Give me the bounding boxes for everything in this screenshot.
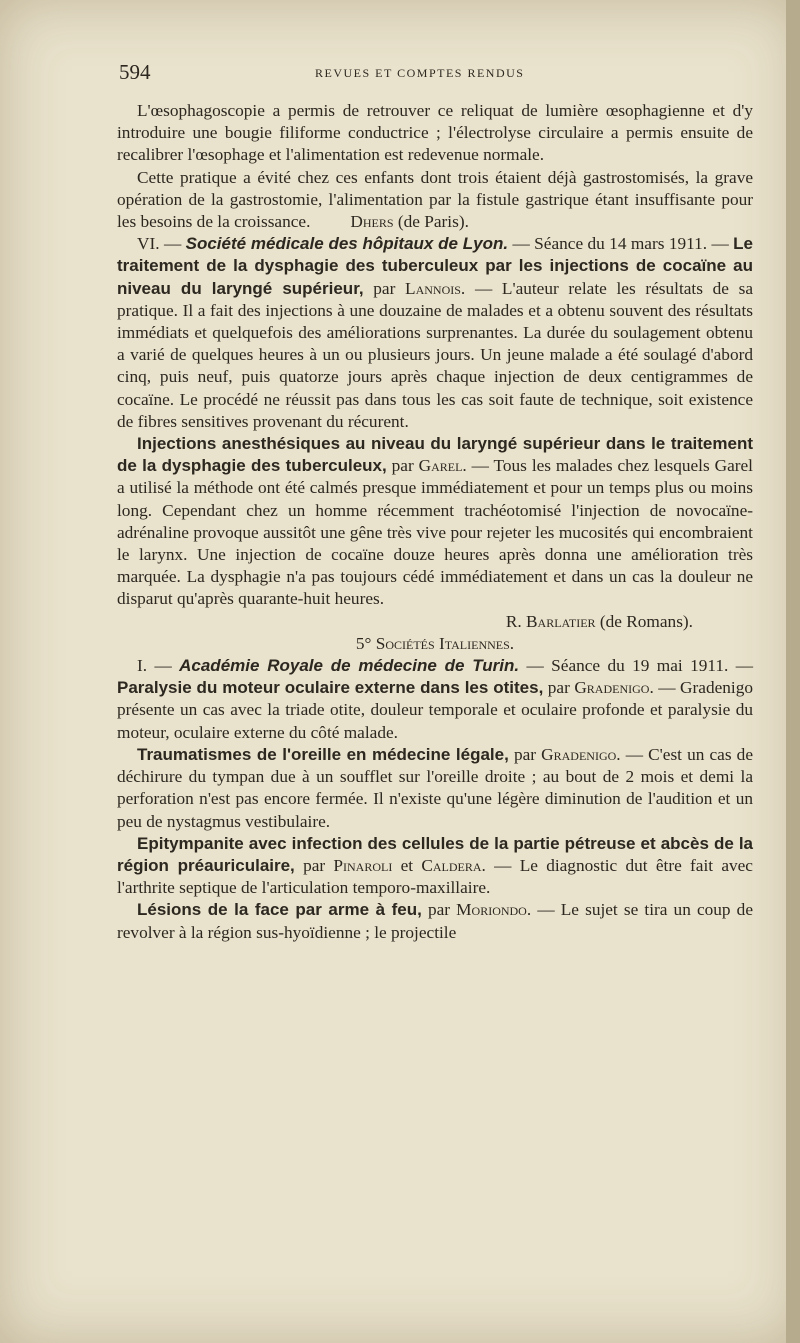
article-body: — Gradenigo présente un cas avec la triade otite, douleur temporale et oculaire profonde et paralysie du moteur, oculaire externe du côté malade. <box>117 678 753 742</box>
par: par <box>386 456 419 476</box>
article-body: — Le sujet se tira un coup de revolver à la région sus-hyoïdienne ; le projectile <box>117 900 753 942</box>
author: Caldera. <box>421 855 486 875</box>
author: Lannois. <box>405 278 466 298</box>
article-lyon-dysphagie <box>117 233 753 433</box>
article-epitympanite <box>117 833 753 900</box>
society-name: Académie Royale de médecine de Turin. <box>179 656 520 676</box>
article-title: Epitympanite avec infection des cellules de la partie pétreuse et abcès de la région préauriculaire, <box>117 833 753 875</box>
session-date: — Séance du 14 mars 1911. — <box>508 234 734 254</box>
article-title: Traumatismes de l'oreille en médecine légale, <box>137 744 509 764</box>
signature-name: Dhers <box>350 212 394 232</box>
par: par <box>363 278 406 298</box>
author: Gradenigo. <box>541 744 621 764</box>
running-title: REVUES ET COMPTES RENDUS <box>315 66 525 80</box>
par: par <box>508 744 542 764</box>
article-body: — C'est un cas de déchirure du tympan due à un soufflet sur l'oreille droite ; au bout de 2 mois et demi la perforation n'est pas encore fermée. Il n'existe qu'une légère diminution de l'audition et un peu de nystagmus vestibulaire. <box>117 744 753 831</box>
signature-name: Barlatier <box>526 611 596 631</box>
section-number: I. — <box>137 656 180 676</box>
signature <box>117 611 753 633</box>
article-injections <box>117 433 753 611</box>
article-turin-paralysie <box>117 655 753 744</box>
par: par <box>543 678 575 698</box>
article-title: Injections anesthésiques au niveau du laryngé supérieur dans le traitement de la dysphagie des tuberculeux, <box>117 434 753 476</box>
page-number: 594 <box>119 60 151 84</box>
article-title: Paralysie du moteur oculaire externe dans les otites, <box>117 678 544 698</box>
article-title: Le traitement de la dysphagie des tuberculeux par les injections de cocaïne au niveau du laryngé supérieur, <box>117 234 753 298</box>
author: Gradenigo. <box>574 678 654 698</box>
article-traumatismes <box>117 744 753 833</box>
article-body: — Tous les malades chez lesquels Garel a utilisé la méthode ont été calmés presque immédiatement et pour un temps plus ou moins long. Cependant chez un homme récemment trachéotomisé l'injection de novocaïne-adrénaline provoque aussitôt une gêne très vive pour rejeter les mucosités qui encombraient le larynx. Une injection de cocaïne douze heures après donna une amélioration très marquée. La dysphagie n'a pas toujours cédé immédiatement et dans un cas la douleur ne disparut qu'après quarante-huit heures. <box>117 456 753 609</box>
par: par <box>421 900 457 920</box>
paragraph: L'œsophagoscopie a permis de retrouver ce reliquat de lumière œsophagienne et d'y introduire une bougie filiforme conductrice ; l'électrolyse circulaire a permis ensuite de recalibrer l'œsophage et l'alimentation est redevenue normale. <box>117 101 753 165</box>
session-date: — Séance du 19 mai 1911. — <box>519 656 753 676</box>
author: Garel. <box>418 456 467 476</box>
page-edge <box>786 0 800 1343</box>
article-body: — L'auteur relate les résultats de sa pratique. Il a fait des injections à une douzaine de malades et a obtenu souvent des résultats immédiats et quelquefois des améliorations surprenantes. La durée du soulagement obtenu a varié de quelques heures à un ou plusieurs jours. Un jeune malade a été soulagé d'abord cinq, puis neuf, puis quatorze jours après chaque injection de deux centigrammes de cocaïne. Le procédé ne réussit pas dans tous les cas soit faute de technique, soit existence de fibres sensitives provenant du récurent. <box>117 278 754 431</box>
paragraph-text: Cette pratique a évité chez ces enfants dont trois étaient déjà gastrostomisés, la grave opération de la gastrostomie, l'alimentation par la fistule gastrique étant insuffisante pour les besoins de la croissance. <box>117 167 753 232</box>
section-number: VI. — <box>137 234 186 254</box>
paragraph <box>117 167 753 234</box>
society-name: Société médicale des hôpitaux de Lyon. <box>185 234 509 254</box>
author: Pinaroli <box>333 855 393 875</box>
section-heading: 5° Sociétés Italiennes. <box>355 633 515 653</box>
body-text <box>117 100 753 944</box>
article-body: — Le diagnostic dut être fait avec l'arthrite septique de l'articulation temporo-maxillaire. <box>117 855 753 898</box>
page-header <box>119 60 755 84</box>
par: par <box>294 855 334 875</box>
signature-place: (de Romans). <box>595 611 693 631</box>
conjunction: et <box>392 855 422 875</box>
author: Moriondo. <box>456 900 532 920</box>
signature-place: (de Paris). <box>393 212 469 232</box>
article-title: Lésions de la face par arme à feu, <box>137 900 422 920</box>
article-lesions <box>117 899 753 943</box>
signature <box>310 212 469 231</box>
signature-initial: R. <box>505 611 527 631</box>
